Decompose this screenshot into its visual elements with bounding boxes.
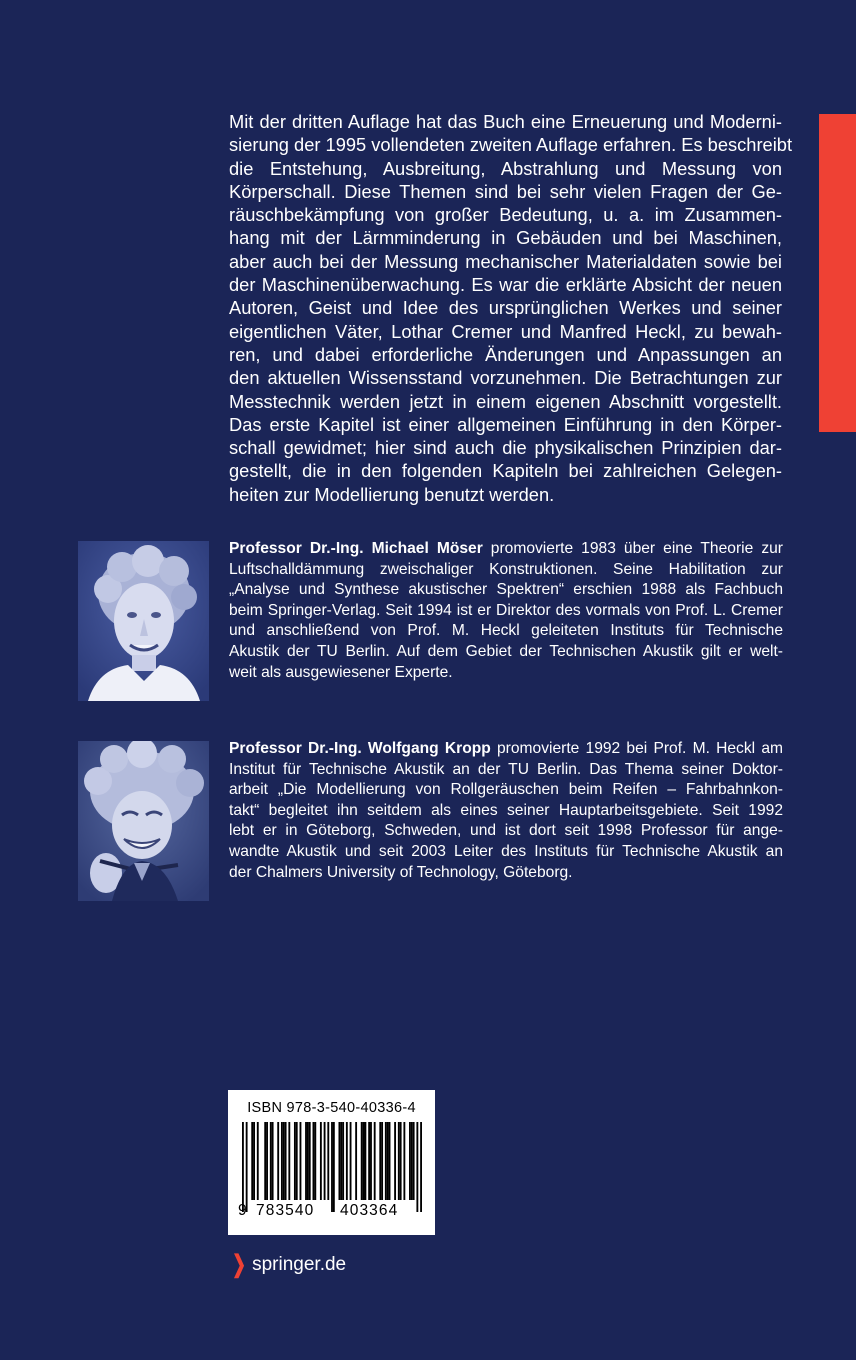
barcode-bar: [300, 1122, 302, 1200]
author-bio-line: Akustik der TU Berlin. Auf dem Gebiet der Technischen Akustik gilt er welt-: [229, 642, 783, 660]
barcode-bar: [394, 1122, 396, 1200]
barcode-bar: [294, 1122, 296, 1200]
author-bio-line: Luftschalldämmung zweischaliger Konstruktionen. Seine Habilitation zur: [229, 560, 783, 578]
barcode-bar: [374, 1122, 376, 1200]
blurb-line: ren, und dabei erforderliche Änderungen und Anpassungen an: [229, 343, 782, 365]
barcode-bar: [346, 1122, 348, 1200]
barcode-bar: [361, 1122, 363, 1200]
barcode-bar: [283, 1122, 285, 1200]
barcode-bar: [320, 1122, 322, 1200]
barcode-bar: [257, 1122, 259, 1200]
author-bio-line: und anschließend von Prof. M. Heckl geleiteten Instituts für Technische: [229, 622, 783, 640]
barcode-digit-group-left: 783540: [256, 1202, 315, 1219]
barcode-bar: [381, 1122, 383, 1200]
barcode-bar: [413, 1122, 415, 1200]
blurb-line: eigentlichen Väter, Lothar Cremer und Manfred Heckl, zu bewah-: [229, 320, 782, 342]
author-name: Professor Dr.-Ing. Wolfgang Kropp: [229, 740, 491, 757]
author-bio-moeser: [229, 539, 783, 683]
barcode-digit-group-right: 403364: [340, 1202, 399, 1219]
blurb-line: hang mit der Lärmminderung in Gebäuden und bei Maschinen,: [229, 227, 782, 249]
blurb-line: der Maschinenüberwachung. Es war die erklärte Absicht der neuen: [229, 274, 782, 296]
barcode-bar: [333, 1122, 335, 1212]
barcode-bar: [264, 1122, 266, 1200]
barcode-bar: [272, 1122, 274, 1200]
author-bio-kropp: [229, 739, 783, 883]
barcode-bar: [313, 1122, 315, 1200]
barcode-bar: [327, 1122, 329, 1200]
author-photo-kropp: [78, 741, 209, 901]
blurb-line: Messtechnik werden jetzt in einem eigenen Abschnitt vorgestellt.: [229, 390, 782, 412]
barcode-bar: [277, 1122, 279, 1200]
barcode-bar: [251, 1122, 253, 1200]
barcode-bar: [385, 1122, 387, 1200]
barcode-bar: [342, 1122, 344, 1200]
barcode-bar: [364, 1122, 366, 1200]
barcode-bar: [416, 1122, 418, 1212]
barcode-bar: [340, 1122, 342, 1200]
author-bio-line: arbeit „Die Modellierung von Rollgeräuschen beim Reifen – Fahrbahnkon-: [229, 781, 783, 799]
author-bio-text: promovierte 1992 bei Prof. M. Heckl am: [490, 740, 783, 757]
blurb-line: räuschbekämpfung von großer Bedeutung, u. a. im Zusammen-: [229, 204, 782, 226]
barcode-bar: [389, 1122, 391, 1200]
barcode-bar: [400, 1122, 402, 1200]
barcode-bar: [350, 1122, 352, 1200]
barcode-bar: [307, 1122, 309, 1200]
author-bio-line: Institut für Technische Akustik an der TU Berlin. Das Thema seiner Doktor-: [229, 760, 783, 778]
blurb-line: gestellt, die in den folgenden Kapiteln bei zahlreichen Gelegen-: [229, 460, 782, 482]
barcode-bar: [296, 1122, 298, 1200]
barcode-bar: [314, 1122, 316, 1200]
barcode-bar: [370, 1122, 372, 1200]
barcode-bar: [338, 1122, 340, 1200]
publisher-url: springer.de: [252, 1253, 347, 1275]
isbn-text: ISBN 978-3-540-40336-4: [247, 1100, 416, 1116]
barcode-bar: [379, 1122, 381, 1200]
barcode-bar: [324, 1122, 326, 1200]
author-name: Professor Dr.-Ing. Michael Möser: [229, 540, 483, 557]
barcode-bar: [420, 1122, 422, 1212]
author-bio-line: [229, 539, 783, 560]
barcode-bar: [288, 1122, 290, 1200]
barcode-bar: [285, 1122, 287, 1200]
barcode-bar: [355, 1122, 357, 1200]
blurb-line: heiten zur Modellierung benutzt werden.: [229, 483, 555, 505]
barcode-bar: [305, 1122, 307, 1200]
barcode-bar: [398, 1122, 400, 1200]
author-bio-line: der Chalmers University of Technology, Göteborg.: [229, 863, 573, 881]
barcode-bar: [253, 1122, 255, 1200]
barcode-bar: [281, 1122, 283, 1200]
author-bio-line: takt“ begleitet ihn seitdem als eines seiner Hauptarbeitsgebiete. Seit 1992: [229, 801, 783, 819]
barcode-bar: [246, 1122, 248, 1212]
author-photo-moeser: [78, 541, 209, 701]
blurb-line: die Entstehung, Ausbreitung, Abstrahlung und Messung von: [229, 157, 782, 179]
barcode-bar: [409, 1122, 411, 1200]
author-bio-line: [229, 739, 783, 760]
barcode-bar: [363, 1122, 365, 1200]
blurb-line: Körperschall. Diese Themen sind bei sehr vielen Fragen der Ge-: [229, 180, 782, 202]
book-blurb: [229, 110, 793, 506]
barcode-bar: [368, 1122, 370, 1200]
author-bio-text: promovierte 1983 über eine Theorie zur: [482, 540, 783, 557]
blurb-line: Mit der dritten Auflage hat das Buch eine Erneuerung und Moderni-: [229, 111, 782, 132]
barcode-digit-first: 9: [238, 1202, 248, 1219]
isbn-barcode: [228, 1090, 435, 1235]
barcode-bars: [242, 1122, 422, 1212]
barcode-bar: [266, 1122, 268, 1200]
barcode-bar: [331, 1122, 333, 1212]
author-bio-line: lebt er in Göteborg, Schweden, und ist dort seit 1998 Professor für ange-: [229, 822, 783, 840]
blurb-line: Das erste Kapitel ist einer allgemeinen Einführung in den Körper-: [229, 413, 782, 435]
barcode-bar: [270, 1122, 272, 1200]
author-bio-line: wandte Akustik und seit 2003 Leiter des Instituts für Technische Akustik an: [229, 842, 783, 860]
red-accent-tab: [819, 114, 856, 432]
author-bio-line: beim Springer-Verlag. Seit 1994 ist er Direktor des vormals von Prof. L. Cremer: [229, 601, 783, 619]
blurb-line: sierung der 1995 vollendeten zweiten Auflage erfahren. Es beschreibt: [229, 134, 793, 156]
barcode-bar: [309, 1122, 311, 1200]
blurb-line: aber auch bei der Messung mechanischer Materialdaten sowie bei: [229, 250, 782, 272]
author-bio-line: weit als ausgewiesener Experte.: [229, 663, 453, 681]
barcode-bar: [403, 1122, 405, 1200]
publisher-link[interactable]: [229, 1250, 346, 1279]
barcode-bar: [411, 1122, 413, 1200]
blurb-line: den aktuellen Wissensstand vorzunehmen. Die Betrachtungen zur: [229, 367, 782, 389]
blurb-line: Autoren, Geist und Idee des ursprünglichen Werkes und seiner: [229, 297, 782, 319]
chevron-right-icon: ❯: [232, 1251, 247, 1278]
barcode-bar: [242, 1122, 244, 1212]
author-bio-line: „Analyse und Synthese akustischer Spektren“ erschien 1988 als Fachbuch: [229, 581, 783, 599]
blurb-line: schall gewidmet; hier sind auch die physikalischen Prinzipien dar-: [229, 437, 782, 459]
barcode-bar: [387, 1122, 389, 1200]
